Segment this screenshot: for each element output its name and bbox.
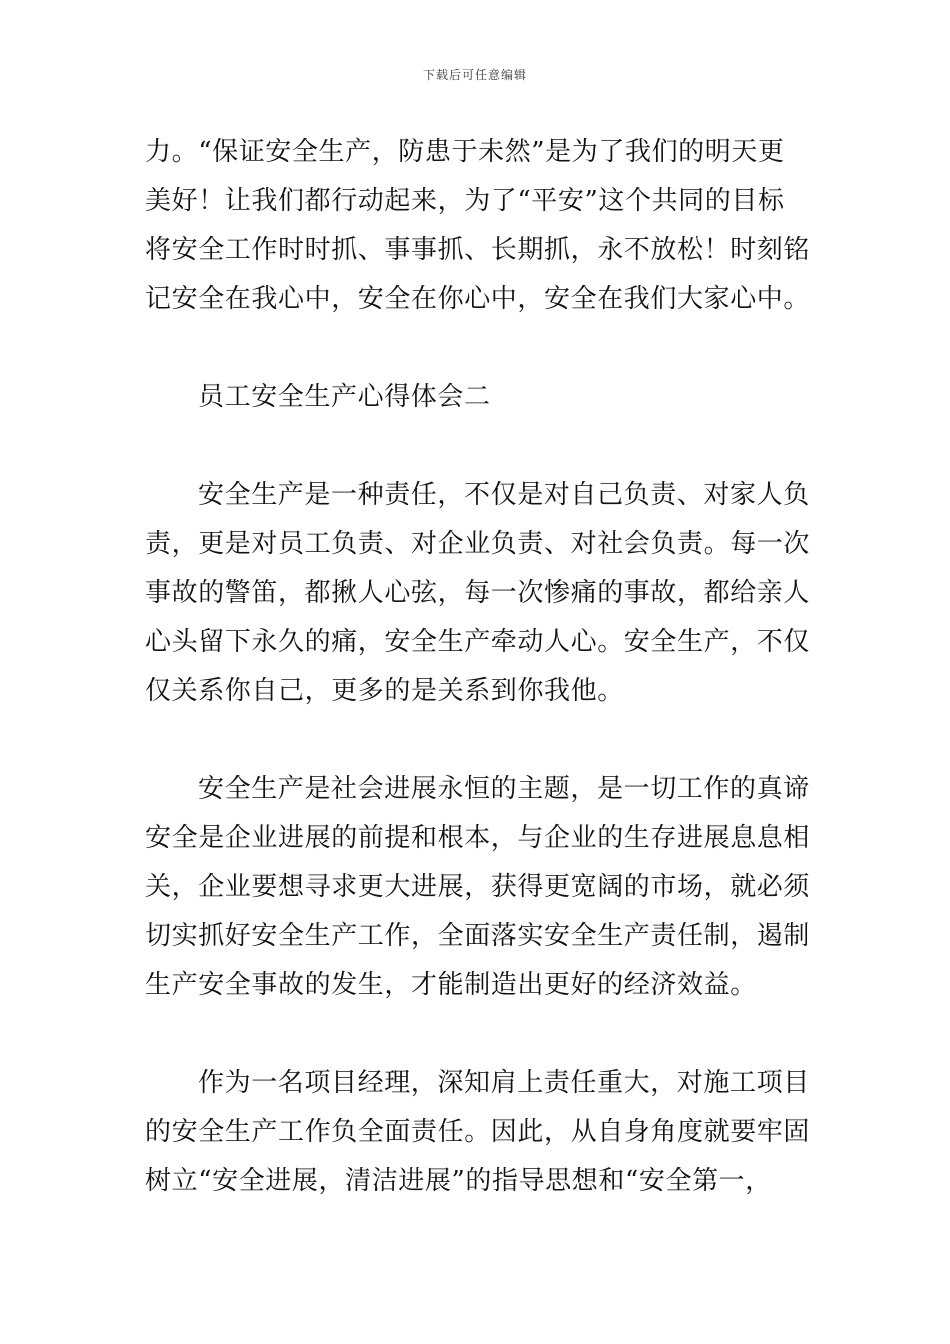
text-line: 的安全生产工作负全面责任。因此，从自身角度就要牢固 <box>145 1117 811 1147</box>
document-body <box>145 128 811 1206</box>
paragraph-gap <box>145 1010 805 1059</box>
section-heading <box>145 373 805 422</box>
paragraph <box>145 1059 811 1206</box>
text-line: 责，更是对员工负责、对企业负责、对社会负责。每一次 <box>145 529 811 559</box>
text-line: 将安全工作时时抓、事事抓、长期抓，永不放松！时刻铭 <box>145 235 811 265</box>
text-line: 安全是企业进展的前提和根本，与企业的生存进展息息相 <box>145 823 811 853</box>
text-line: 安全生产是一种责任，不仅是对自己负责、对家人负 <box>198 480 810 510</box>
text-line: 仅关系你自己，更多的是关系到你我他。 <box>145 676 624 706</box>
text-line: 作为一名项目经理，深知肩上责任重大，对施工项目 <box>198 1068 810 1098</box>
text-line: 安全生产是社会进展永恒的主题，是一切工作的真谛 <box>198 774 810 804</box>
header-note: 下载后可任意编辑 <box>422 68 527 82</box>
paragraph <box>145 471 811 716</box>
text-line: 美好！让我们都行动起来，为了“平安”这个共同的目标 <box>145 186 785 216</box>
text-line: 记安全在我心中，安全在你心中，安全在我们大家心中。 <box>145 284 811 314</box>
heading-text: 员工安全生产心得体会二 <box>198 382 491 412</box>
text-line: 事故的警笛，都揪人心弦，每一次惨痛的事故，都给亲人 <box>145 578 811 608</box>
text-line: 心头留下永久的痛，安全生产牵动人心。安全生产，不仅 <box>145 627 811 657</box>
paragraph-gap <box>145 324 805 373</box>
text-line: 关，企业要想寻求更大进展，获得更宽阔的市场，就必须 <box>145 872 811 902</box>
paragraph-gap <box>145 422 805 471</box>
text-line: 切实抓好安全生产工作，全面落实安全生产责任制，遏制 <box>145 921 811 951</box>
text-line: 力。“保证安全生产，防患于未然”是为了我们的明天更 <box>145 137 785 167</box>
paragraph <box>145 765 811 1010</box>
paragraph-gap <box>145 716 805 765</box>
paragraph <box>145 128 811 324</box>
text-line: 树立“安全进展，清洁进展”的指导思想和“安全第一， <box>145 1166 772 1196</box>
text-line: 生产安全事故的发生，才能制造出更好的经济效益。 <box>145 970 757 1000</box>
